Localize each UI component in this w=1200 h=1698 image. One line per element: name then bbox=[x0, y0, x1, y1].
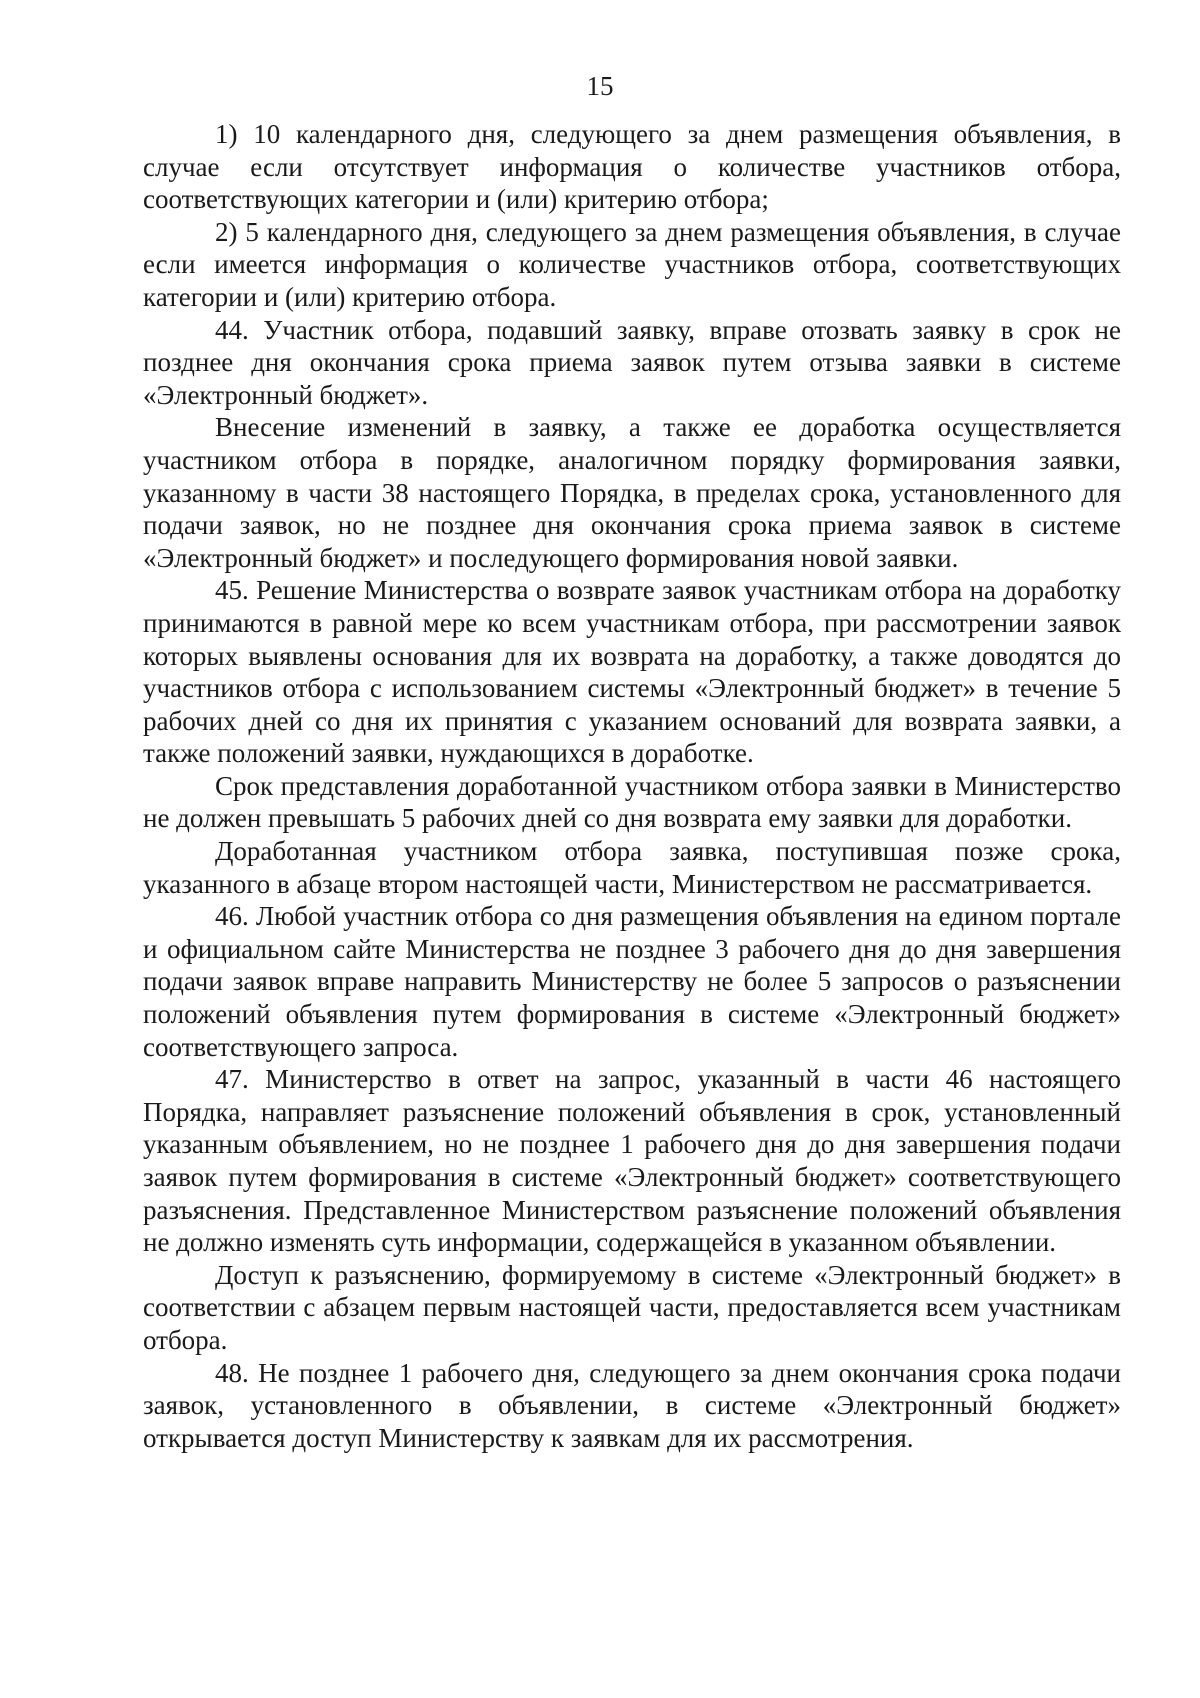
paragraph-clause-45: 45. Решение Министерства о возврате заявок участникам отбора на доработку принимаются в равной мере ко всем участникам отбора, при рассмотрении заявок которых выявлены основания для их возврата на доработку, а также доводятся до участников отбора с использованием системы «Электронный бюджет» в течение 5 рабочих дней со дня их принятия с указанием оснований для возврата заявки, а также положений заявки, нуждающихся в доработке. bbox=[143, 575, 1121, 769]
page-number: 15 bbox=[586, 71, 614, 101]
paragraph-clause-46: 46. Любой участник отбора со дня размещения объявления на едином портале и официальном сайте Министерства не позднее 3 рабочего дня до дня завершения подачи заявок вправе направить Министерству не более 5 запросов о разъяснении положений объявления путем формирования в системе «Электронный бюджет» соответствующего запроса. bbox=[143, 901, 1121, 1062]
paragraph-item-2: 2) 5 календарного дня, следующего за днем размещения объявления, в случае если имеется информация о количестве участников отбора, соответствующих категории и (или) критерию отбора. bbox=[143, 216, 1121, 312]
paragraph-clause-44-changes: Внесение изменений в заявку, а также ее доработка осуществляется участником отбора в порядке, аналогичном порядку формирования заявки, указанному в части 38 настоящего Порядка, в пределах срока, установленного для подачи заявок, но не позднее дня окончания срока приема заявок в системе «Электронный бюджет» и последующего формирования новой заявки. bbox=[143, 412, 1121, 573]
paragraph-clause-47-access: Доступ к разъяснению, формируемому в системе «Электронный бюджет» в соответствии с абзацем первым настоящей части, предоставляется всем участникам отбора. bbox=[143, 1259, 1121, 1355]
paragraph-clause-48: 48. Не позднее 1 рабочего дня, следующего за днем окончания срока подачи заявок, установленного в объявлении, в системе «Электронный бюджет» открывается доступ Министерству к заявкам для их рассмотрения. bbox=[143, 1357, 1121, 1453]
document-body bbox=[143, 118, 1121, 1454]
paragraph-item-1: 1) 10 календарного дня, следующего за днем размещения объявления, в случае если отсутствует информация о количестве участников отбора, соответствующих категории и (или) критерию отбора; bbox=[143, 119, 1121, 215]
paragraph-clause-45-deadline: Срок представления доработанной участником отбора заявки в Министерство не должен превышать 5 рабочих дней со дня возврата ему заявки для доработки. bbox=[143, 770, 1121, 834]
paragraph-clause-47: 47. Министерство в ответ на запрос, указанный в части 46 настоящего Порядка, направляет разъяснение положений объявления в срок, установленный указанным объявлением, но не позднее 1 рабочего дня до дня завершения подачи заявок путем формирования в системе «Электронный бюджет» соответствующего разъяснения. Представленное Министерством разъяснение положений объявления не должно изменять суть информации, содержащейся в указанном объявлении. bbox=[143, 1064, 1121, 1258]
paragraph-clause-44: 44. Участник отбора, подавший заявку, вправе отозвать заявку в срок не позднее дня окончания срока приема заявок путем отзыва заявки в системе «Электронный бюджет». bbox=[143, 314, 1121, 410]
paragraph-clause-45-late: Доработанная участником отбора заявка, поступившая позже срока, указанного в абзаце втором настоящей части, Министерством не рассматривается. bbox=[143, 836, 1121, 899]
